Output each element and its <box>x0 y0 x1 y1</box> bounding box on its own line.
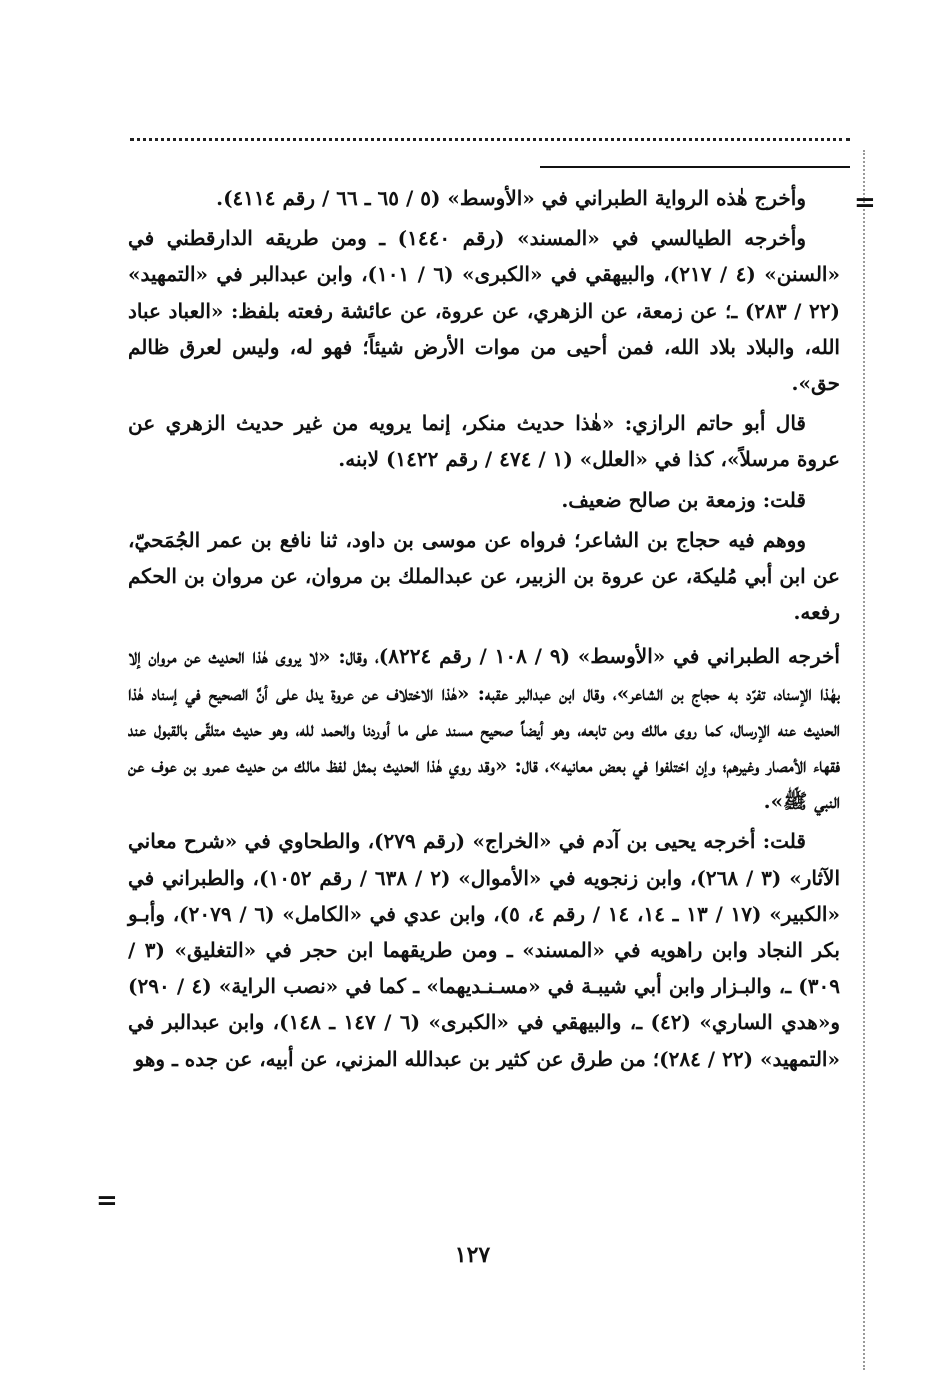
continuation-mark-bottom: = <box>96 1186 118 1216</box>
paragraph-4: قلت: وزمعة بن صالح ضعيف. <box>561 487 806 512</box>
page-number: ١٢٧ <box>454 1242 491 1268</box>
top-dotted-separator <box>130 138 850 141</box>
paragraph-3: قال أبو حاتم الرازي: «هٰذا حديث منكر، إنما يرويه من غير حديث الزهري عن عروة مرسلاً»، كذا في «العلل» (١ / ٤٧٤ / رقم ١٤٢٢) لابنه. <box>128 411 840 472</box>
right-margin-dotted-line <box>863 150 865 1370</box>
paragraph-1: وأخرج هٰذه الرواية الطبراني في «الأوسط» (٥ / ٦٥ ـ ٦٦ / رقم ٤١١٤). <box>216 186 806 210</box>
footnote-text-block <box>128 180 840 1081</box>
paragraph-6: أخرجه الطبراني في «الأوسط» (٩ / ١٠٨ / رقم ٨٢٢٤)، وقال: «لا يروى هٰذا الحديث عن مروان إلا بهٰذا الإسناد، تفرّد به حجاج بن الشاعر»، وقال ابن عبدالبر عقبه: «هٰذا الاختلاف عن عروة يدل على أنَّ الصحيح في إسناد هٰذا الحديث عنه الإرسال، كما روى مالك ومن تابعه، وهو أيضاً صحيح مسند على ما أوردنا والحمد لله، وهو حديث متلقّى بالقبول عند فقهاء الأمصار وغيرهم؛ وإن اختلفوا في بعض معانيه»، قال: «وقد روي هٰذا الحديث بمثل لفظ مالك من حديث عمرو بن عوف عن النبي ﷺ». <box>128 644 840 814</box>
footnote-rule <box>540 166 850 168</box>
paragraph-2: وأخرجه الطيالسي في «المسند» (رقم ١٤٤٠) ـ ومن طريقه الدارقطني في «السنن» (٤ / ٢١٧)، والبيهقي في «الكبرى» (٦ / ١٠١)، وابن عبدالبر في «التمهيد» (٢٢ / ٢٨٣) ـ؛ عن زمعة، عن الزهري، عن عروة، عن عائشة رفعته بلفظ: «العباد عباد الله، والبلاد بلاد الله، فمن أحيى من موات الأرض شيئاً؛ فهو له، وليس لعرق ظالم حق». <box>128 226 840 396</box>
paragraph-7: قلت: أخرجه يحيى بن آدم في «الخراج» (رقم ٢٧٩)، والطحاوي في «شرح معاني الآثار» (٣ / ٢٦٨)، وابن زنجويه في «الأموال» (٢ / ٦٣٨ / رقم ١٠٥٢)، والطبراني في «الكبير» (١٧ / ١٣ ـ ١٤، ١٤ / رقم ٤، ٥)، وابن عدي في «الكامل» (٦ / ٢٠٧٩)، وأبـو بكر النجاد وابن راهويه في «المسند» ـ ومن طريقهما ابن حجر في «التغليق» (٣ / ٣٠٩) ـ، والبـزار وابن أبي شيبـة في «مسـنـديهما» ـ كما في «نصب الراية» (٤ / ٢٩٠) و«هدي الساري» (٤٢) ـ، والبيهقي في «الكبرى» (٦ / ١٤٧ ـ ١٤٨)، وابن عبدالبر في «التمهيد» (٢٢ / ٢٨٤)؛ من طرق عن كثير بن عبدالله المزني، عن أبيه، عن جده ـ وهو <box>128 829 841 1071</box>
continuation-mark-top: = <box>854 188 876 218</box>
paragraph-5: ووهم فيه حجاج بن الشاعر؛ فرواه عن موسى بن داود، ثنا نافع بن عمر الجُمَحيّ، عن ابن أبي مُليكة، عن عروة بن الزبير، عن عبدالملك بن مروان، عن مروان بن الحكم رفعه. <box>128 527 840 625</box>
